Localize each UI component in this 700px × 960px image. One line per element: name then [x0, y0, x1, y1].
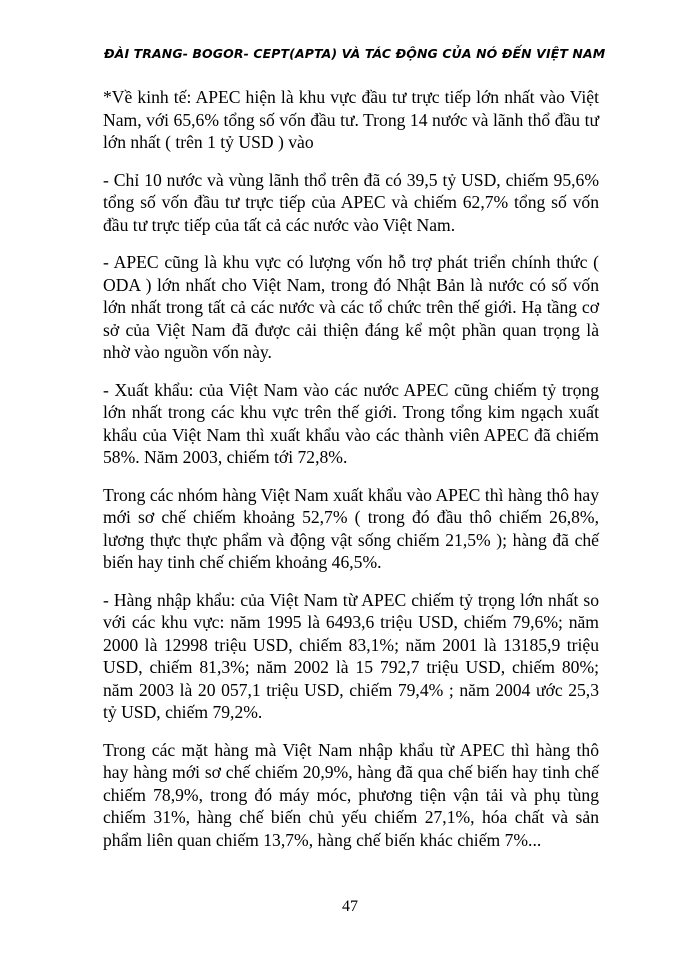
body-text — [103, 86, 599, 866]
paragraph-economy-intro: *Về kinh tế: APEC hiện là khu vực đầu tư trực tiếp lớn nhất vào Việt Nam, với 65,6% tổng số vốn đầu tư. Trong 14 nước và lãnh thổ đầu tư lớn nhất ( trên 1 tỷ USD ) vào — [103, 87, 599, 152]
running-header: ĐÀI TRANG- BOGOR- CEPT(APTA) VÀ TÁC ĐỘNG CỦA NÓ ĐẾN VIỆT NAM — [104, 46, 606, 61]
paragraph-export-groups: Trong các nhóm hàng Việt Nam xuất khẩu vào APEC thì hàng thô hay mới sơ chế chiếm khoảng 52,7% ( trong đó đầu thô chiếm 26,8%, lương thực thực phẩm và động vật sống chiếm 21,5% ); hàng đã chế biến hay tinh chế chiếm khoảng 46,5%. — [103, 484, 599, 572]
paragraph-imports: - Hàng nhập khẩu: của Việt Nam từ APEC chiếm tỷ trọng lớn nhất so với các khu vực: năm 1995 là 6493,6 triệu USD, chiếm 79,6%; năm 2000 là 12998 triệu USD, chiếm 83,1%; năm 2001 là 13185,9 triệu USD, chiếm 81,3%; năm 2002 là 15 792,7 triệu USD, chiếm 80%; năm 2003 là 20 057,1 triệu USD, chiếm 79,4% ; năm 2004 ước 25,3 tỷ USD, chiếm 79,2%. — [103, 589, 599, 722]
page-number: 47 — [342, 898, 358, 915]
paragraph-import-items: Trong các mặt hàng mà Việt Nam nhập khẩu từ APEC thì hàng thô hay hàng mới sơ chế chiếm 20,9%, hàng đã qua chế biến hay tinh chế chiếm 78,9%, trong đó máy móc, phương tiện vận tải và phụ tùng chiếm 31%, hàng chế biến chủ yếu chiếm 27,1%, hóa chất và sản phẩm liên quan chiếm 13,7%, hàng chế biến khác chiếm 7%... — [103, 739, 599, 850]
paragraph-oda: - APEC cũng là khu vực có lượng vốn hỗ trợ phát triển chính thức ( ODA ) lớn nhất cho Việt Nam, trong đó Nhật Bản là nước có số vốn lớn nhất trong tất cả các nước và các tổ chức trên thế giới. Hạ tầng cơ sở của Việt Nam đã được cải thiện đáng kể một phần quan trọng là nhờ vào nguồn vốn này. — [103, 252, 599, 362]
paragraph-fdi-top-10: - Chỉ 10 nước và vùng lãnh thổ trên đã có 39,5 tỷ USD, chiếm 95,6% tổng số vốn đầu tư trực tiếp của APEC và chiếm 62,7% tổng số vốn đầu tư trực tiếp của tất cả các nước vào Việt Nam. — [103, 169, 599, 235]
paragraph-exports: - Xuất khẩu: của Việt Nam vào các nước APEC cũng chiếm tỷ trọng lớn nhất trong các khu vực trên thế giới. Trong tổng kim ngạch xuất khẩu của Việt Nam thì xuất khẩu vào các thành viên APEC đã chiếm 58%. Năm 2003, chiếm tới 72,8%. — [103, 379, 599, 467]
